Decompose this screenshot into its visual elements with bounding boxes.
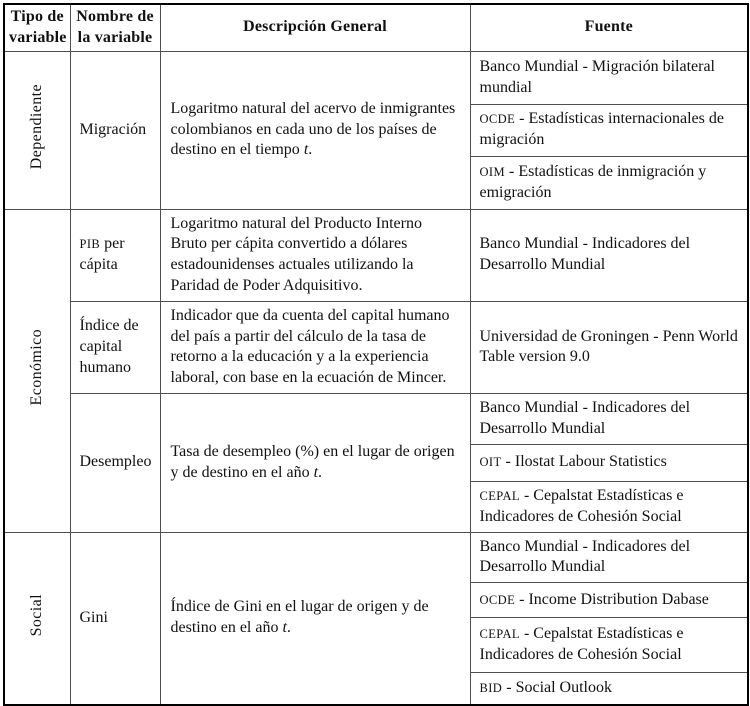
table-row bbox=[4, 393, 748, 444]
description-italic-var: t bbox=[303, 141, 309, 159]
header-row bbox=[4, 4, 748, 51]
table-row bbox=[4, 209, 748, 301]
source-cell bbox=[470, 393, 748, 444]
description-cell-gini bbox=[160, 532, 470, 705]
source-acronym: OIM bbox=[479, 164, 506, 179]
description-italic-var: t bbox=[313, 463, 319, 481]
source-cell bbox=[470, 301, 748, 393]
source-text: - Social Outlook bbox=[502, 679, 612, 696]
source-cell bbox=[470, 156, 748, 209]
source-text: Banco Mundial - Indicadores del Desarrollo Mundial bbox=[479, 235, 691, 274]
source-cell bbox=[470, 444, 748, 481]
description-text: Logaritmo natural del Producto Interno Bruto per cápita convertido a dólares estadounidenses actuales utilizando la Paridad de Poder Adquisitivo. bbox=[170, 214, 422, 294]
table-row bbox=[4, 532, 748, 583]
variable-name-cell-desempleo bbox=[70, 393, 160, 532]
source-text: Universidad de Groningen - Penn World Table version 9.0 bbox=[479, 327, 738, 366]
source-cell bbox=[470, 583, 748, 618]
variable-name-cell-pib bbox=[70, 209, 160, 301]
variable-name-cell-gini bbox=[70, 532, 160, 705]
description-period: . bbox=[308, 141, 313, 159]
source-text: - Cepalstat Estadísticas e Indicadores de Cohesión Social bbox=[479, 486, 684, 525]
variables-table bbox=[3, 3, 749, 706]
source-text: Banco Mundial - Indicadores del Desarrollo Mundial bbox=[479, 537, 691, 576]
variable-name-text: Gini bbox=[79, 608, 108, 626]
type-cell-economico bbox=[4, 209, 70, 532]
source-text: - Ilostat Labour Statistics bbox=[501, 453, 667, 471]
description-period: . bbox=[318, 463, 323, 481]
description-text: Indicador que da cuenta del capital humano del país a partir del cálculo de la tasa de retorno a la educación y a la experiencia laboral, con base en la ecuación de Mincer. bbox=[170, 306, 450, 387]
source-text: - Income Distribution Dabase bbox=[515, 590, 709, 608]
type-label-dependiente: Dependiente bbox=[27, 84, 45, 170]
description-cell-migracion bbox=[160, 51, 470, 209]
source-text: - Estadísticas de inmigración y emigración bbox=[479, 162, 707, 201]
description-cell-capital-humano bbox=[160, 301, 470, 393]
source-cell bbox=[470, 532, 748, 583]
header-nombre-de-la-variable: Nombre de la variable bbox=[70, 4, 160, 51]
table-row bbox=[4, 301, 748, 393]
source-cell bbox=[470, 481, 748, 532]
source-text: - Estadísticas internacionales de migración bbox=[479, 110, 724, 149]
source-cell bbox=[470, 104, 748, 156]
description-period: . bbox=[286, 619, 291, 637]
description-text: Tasa de desempleo (%) en el lugar de origen y de destino en el año bbox=[170, 442, 455, 481]
source-cell bbox=[470, 673, 748, 705]
type-label-economico: Económico bbox=[27, 328, 45, 406]
source-text: Banco Mundial - Indicadores del Desarrollo Mundial bbox=[479, 398, 691, 437]
source-acronym: OIT bbox=[479, 455, 502, 470]
variable-name-text: Migración bbox=[79, 120, 147, 138]
description-italic-var: t bbox=[282, 619, 287, 637]
description-text: Logaritmo natural del acervo de inmigrantes colombianos en cada uno de los países de destino en el tiempo bbox=[170, 99, 456, 159]
table-row bbox=[4, 51, 748, 104]
variable-name-acronym: PIB bbox=[79, 237, 101, 252]
variable-name-text: Índice de capital humano bbox=[79, 317, 139, 376]
source-cell bbox=[470, 51, 748, 104]
header-descripcion-general: Descripción General bbox=[160, 4, 470, 51]
source-acronym: BID bbox=[479, 681, 503, 695]
type-cell-social bbox=[4, 532, 70, 705]
description-cell-desempleo bbox=[160, 393, 470, 532]
type-cell-dependiente bbox=[4, 51, 70, 209]
source-acronym: CEPAL bbox=[479, 627, 520, 642]
description-cell-pib bbox=[160, 209, 470, 301]
variable-name-text: Desempleo bbox=[79, 453, 152, 471]
description-text: Índice de Gini en el lugar de origen y de destino en el año bbox=[170, 598, 429, 637]
source-text: Banco Mundial - Migración bilateral mundial bbox=[479, 57, 715, 96]
type-label-social: Social bbox=[27, 593, 45, 636]
header-fuente: Fuente bbox=[470, 4, 748, 51]
header-tipo-de-variable: Tipo de variable bbox=[4, 4, 70, 51]
variable-name-cell-capital-humano bbox=[70, 301, 160, 393]
variable-name-text: per cápita bbox=[79, 235, 125, 274]
source-acronym: CEPAL bbox=[479, 488, 520, 503]
source-cell bbox=[470, 618, 748, 673]
source-cell bbox=[470, 209, 748, 301]
source-acronym: OCDE bbox=[479, 112, 516, 127]
source-acronym: OCDE bbox=[479, 592, 516, 607]
variable-name-cell-migracion bbox=[70, 51, 160, 209]
source-text: - Cepalstat Estadísticas e Indicadores de Cohesión Social bbox=[479, 625, 684, 664]
